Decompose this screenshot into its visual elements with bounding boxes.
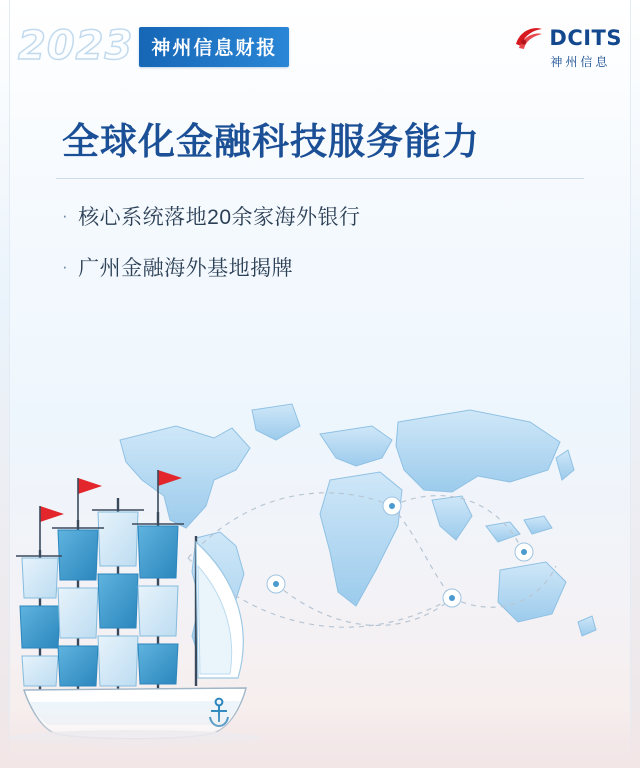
content-block [0,120,640,304]
title-divider [56,178,584,179]
list-item-label: 广州金融海外基地揭牌 [78,256,294,280]
location-pin-icon [443,589,461,607]
location-pins [267,497,533,607]
location-pin-icon [267,575,285,593]
bullet-list [56,203,584,284]
location-pin-icon [515,543,533,561]
bullet-dot-icon: · [62,256,69,276]
page-header [0,0,640,88]
list-item-label: 核心系统落地20余家海外银行 [78,206,361,230]
report-badge: 神州信息财报 [139,27,289,67]
year-label: 2023 [18,23,134,69]
ship-shadow [6,730,262,746]
list-item [62,254,584,284]
ship-hull-stripe [30,701,240,725]
sailing-ship-illustration [16,470,246,739]
list-item [62,203,584,233]
illustration-world-map-with-sailing-ship [0,330,640,768]
location-pin-icon [383,497,401,515]
world-map-shape [120,404,596,660]
logo-chinese-text: 神州信息 [550,55,611,69]
logo-english-text: DCITS [549,26,622,50]
page-title: 全球化金融科技服务能力 [62,121,480,162]
dcits-swoosh-logo-icon [514,24,544,52]
company-logo [514,24,622,70]
bullet-dot-icon: · [62,206,69,226]
